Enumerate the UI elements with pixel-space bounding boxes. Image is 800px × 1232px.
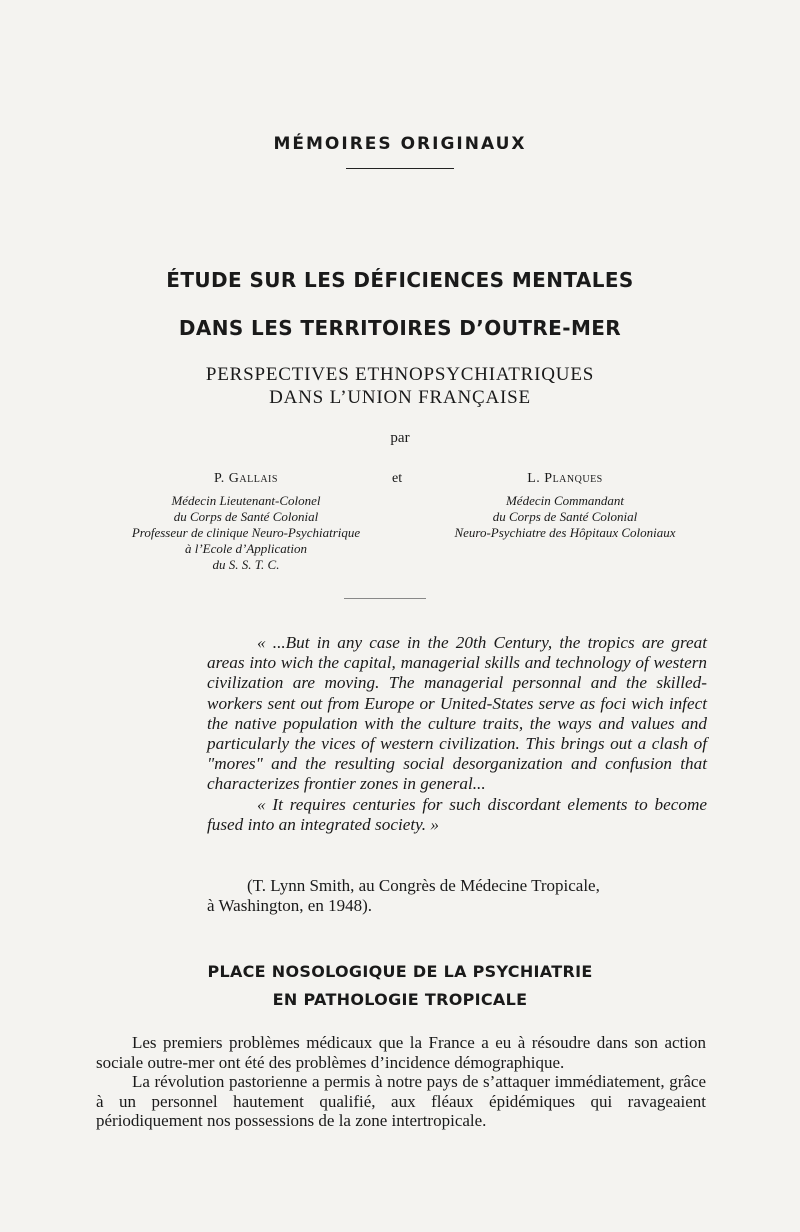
attribution-line-2: à Washington, en 1948). [207,896,372,915]
author-1-name: P. Gallais [214,471,278,486]
body-paragraph: Les premiers problèmes médicaux que la France a eu à résoudre dans son action sociale outre-mer ont été des problèmes d’incidence démographique. [96,1033,706,1072]
author-1-block [88,471,404,573]
quote-attribution [207,876,707,916]
section-title-line-1: PLACE NOSOLOGIQUE DE LA PSYCHIATRIE [207,962,593,981]
author-1-line: du S. S. T. C. [212,557,280,572]
section-header: MÉMOIRES ORIGINAUX [273,134,527,154]
epigraph-quote [207,633,707,835]
author-2-line: Médecin Commandant [505,493,625,508]
article-title-line-2: DANS LES TERRITOIRES D’OUTRE-MER [178,316,622,340]
author-1-line: Médecin Lieutenant-Colonel [171,493,321,508]
author-2-block [410,471,720,541]
by-label: par [390,430,410,446]
author-1-line: Professeur de clinique Neuro-Psychiatrique [131,525,361,540]
article-title-line-1: ÉTUDE SUR LES DÉFICIENCES MENTALES [166,268,634,292]
article-subtitle-line-1: PERSPECTIVES ETHNOPSYCHIATRIQUES [205,364,595,385]
quote-paragraph: « ...But in any case in the 20th Century, the tropics are great areas into wich the capital, managerial skills and technology of western civilization are moving. The managerial personnal and the skilled-workers sent out from Europe or United-States serve as foci wich infect the native population with the culture traits, the ways and values and particularly the vices of western civilization. This brings out a clash of "mores" and the resulting social desorganization and confusion that characterizes frontier zones in general... [207,633,707,794]
author-2-line: du Corps de Santé Colonial [492,509,638,524]
article-subtitle-line-2: DANS L’UNION FRANÇAISE [269,387,531,408]
author-conjunction: et [392,471,403,486]
author-2-name: L. Planques [527,471,603,486]
author-1-line: à l’Ecole d’Application [184,541,308,556]
author-2-line: Neuro-Psychiatre des Hôpitaux Coloniaux [454,525,676,540]
quote-paragraph: « It requires centuries for such discordant elements to become fused into an integrated society. » [207,794,707,834]
author-1-line: du Corps de Santé Colonial [173,509,319,524]
body-text [96,1033,706,1131]
attribution-line-1: (T. Lynn Smith, au Congrès de Médecine Tropicale, [247,876,600,895]
authors-divider [344,598,426,599]
body-paragraph: La révolution pastorienne a permis à notre pays de s’attaquer immédiatement, grâce à un personnel hautement qualifié, aux fléaux épidémiques qui ravageaient périodiquement nos possessions de la zone intertropicale. [96,1072,706,1130]
section-title-line-2: EN PATHOLOGIE TROPICALE [272,990,528,1009]
header-divider [346,168,454,169]
